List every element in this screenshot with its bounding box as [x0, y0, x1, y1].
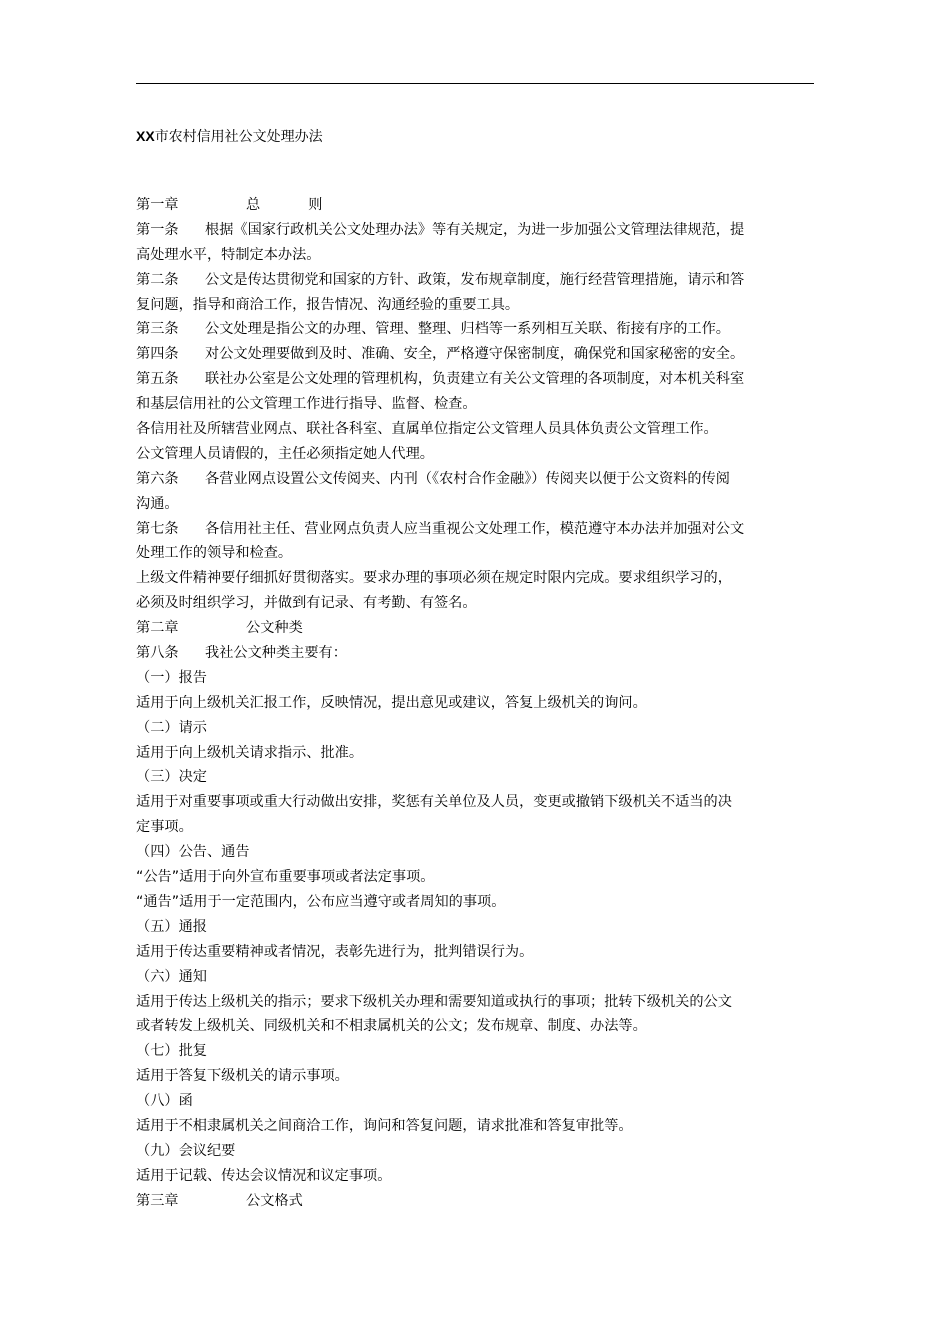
chapter-label: 第二章 [136, 620, 179, 637]
type-description: 适用于向上级机关汇报工作，反映情况，提出意见或建议，答复上级机关的询问。 [136, 694, 647, 711]
type-description: 适用于传达重要精神或者情况，表彰先进行为，批判错误行为。 [136, 943, 534, 960]
type-heading: （九）会议纪要 [136, 1142, 236, 1159]
chapter-heading [136, 1189, 816, 1214]
type-description: 定事项。 [136, 819, 193, 836]
type-description: “公告”适用于向外宣布重要事项或者法定事项。 [136, 869, 435, 886]
article-text: 公文处理是指公文的办理、管理、整理、归档等一系列相互关联、衔接有序的工作。 [205, 321, 730, 338]
type-description: 或者转发上级机关、同级机关和不相隶属机关的公文；发布规章、制度、办法等。 [136, 1018, 647, 1035]
chapter-title-part: 总 [246, 197, 261, 213]
chapter-title: 公文种类 [246, 620, 303, 637]
type-heading: （七）批复 [136, 1043, 207, 1060]
article-label: 第四条 [136, 346, 179, 363]
type-heading: （八）函 [136, 1093, 193, 1110]
article-text: 根据《国家行政机关公文处理办法》等有关规定，为进一步加强公文管理法律规范，提 [205, 221, 745, 238]
article-label: 第二条 [136, 271, 179, 288]
article-label: 第七条 [136, 520, 179, 537]
document-title-text: 市农村信用社公文处理办法 [154, 129, 323, 145]
type-description: 适用于记载、传达会议情况和议定事项。 [136, 1167, 392, 1184]
type-heading: （六）通知 [136, 968, 207, 985]
article-line [136, 541, 816, 566]
article-text: 和基层信用社的公文管理工作进行指导、监督、检查。 [136, 396, 477, 413]
article-text: 公文是传达贯彻党和国家的方针、政策，发布规章制度，施行经营管理措施，请示和答 [205, 271, 745, 288]
article-label: 第八条 [136, 645, 179, 662]
type-description: 适用于不相隶属机关之间商洽工作，询问和答复问题，请求批准和答复审批等。 [136, 1117, 633, 1134]
document-title-prefix: XX [136, 128, 155, 144]
article-text: 对公文处理要做到及时、准确、安全，严格遵守保密制度，确保党和国家秘密的安全。 [205, 346, 745, 363]
article-text: 联社办公室是公文处理的管理机构，负责建立有关公文管理的各项制度，对本机关科室 [205, 371, 745, 388]
article-label: 第六条 [136, 470, 179, 487]
chapter-title: 公文格式 [246, 1192, 303, 1209]
chapter-label: 第一章 [136, 197, 179, 213]
article-line [136, 392, 816, 417]
article-text: 沟通。 [136, 495, 179, 512]
article-line [136, 517, 816, 542]
article-label: 第一条 [136, 221, 179, 238]
article-line [136, 342, 816, 367]
type-description: “通告”适用于一定范围内，公布应当遵守或者周知的事项。 [136, 893, 506, 910]
article-line [136, 268, 816, 293]
type-description: 适用于对重要事项或重大行动做出安排，奖惩有关单位及人员，变更或撤销下级机关不适当的决 [136, 794, 732, 811]
type-heading: （四）公告、通告 [136, 844, 250, 861]
article-label: 第五条 [136, 371, 179, 388]
article-line [136, 367, 816, 392]
article-text: 我社公文种类主要有： [205, 645, 347, 662]
article-text: 处理工作的领导和检查。 [136, 545, 293, 562]
header-rule [136, 83, 814, 84]
article-line [136, 293, 816, 318]
type-heading: （二）请示 [136, 719, 207, 736]
article-text: 各营业网点设置公文传阅夹、内刊（《农村合作金融》）传阅夹以便于公文资料的传阅 [205, 470, 730, 487]
document-body [136, 193, 816, 1214]
chapter-heading [136, 616, 816, 641]
type-description: 适用于传达上级机关的指示；要求下级机关办理和需要知道或执行的事项；批转下级机关的公文 [136, 993, 732, 1010]
article-line [136, 218, 816, 243]
article-line [136, 492, 816, 517]
paragraph-line: 公文管理人员请假的，主任必须指定她人代理。 [136, 445, 434, 462]
type-heading: （三）决定 [136, 769, 207, 786]
type-description: 适用于向上级机关请求指示、批准。 [136, 744, 364, 761]
article-line [136, 467, 816, 492]
chapter-title-part: 则 [308, 197, 323, 213]
chapter-heading [136, 193, 816, 218]
chapter-label: 第三章 [136, 1192, 179, 1209]
paragraph-line: 各信用社及所辖营业网点、联社各科室、直属单位指定公文管理人员具体负责公文管理工作。 [136, 421, 718, 438]
type-heading: （一）报告 [136, 669, 207, 686]
article-text: 高处理水平，特制定本办法。 [136, 246, 321, 263]
article-text: 各信用社主任、营业网点负责人应当重视公文处理工作，模范遵守本办法并加强对公文 [205, 520, 745, 537]
document-title [136, 126, 323, 147]
article-line [136, 243, 816, 268]
article-line [136, 317, 816, 342]
paragraph-line: 上级文件精神要仔细抓好贯彻落实。要求办理的事项必须在规定时限内完成。要求组织学习的， [136, 570, 732, 587]
type-description: 适用于答复下级机关的请示事项。 [136, 1068, 349, 1085]
type-heading: （五）通报 [136, 918, 207, 935]
article-text: 复问题，指导和商洽工作，报告情况、沟通经验的重要工具。 [136, 296, 520, 313]
article-label: 第三条 [136, 321, 179, 338]
article-line [136, 641, 816, 666]
paragraph-line: 必须及时组织学习，并做到有记录、有考勤、有签名。 [136, 595, 477, 612]
